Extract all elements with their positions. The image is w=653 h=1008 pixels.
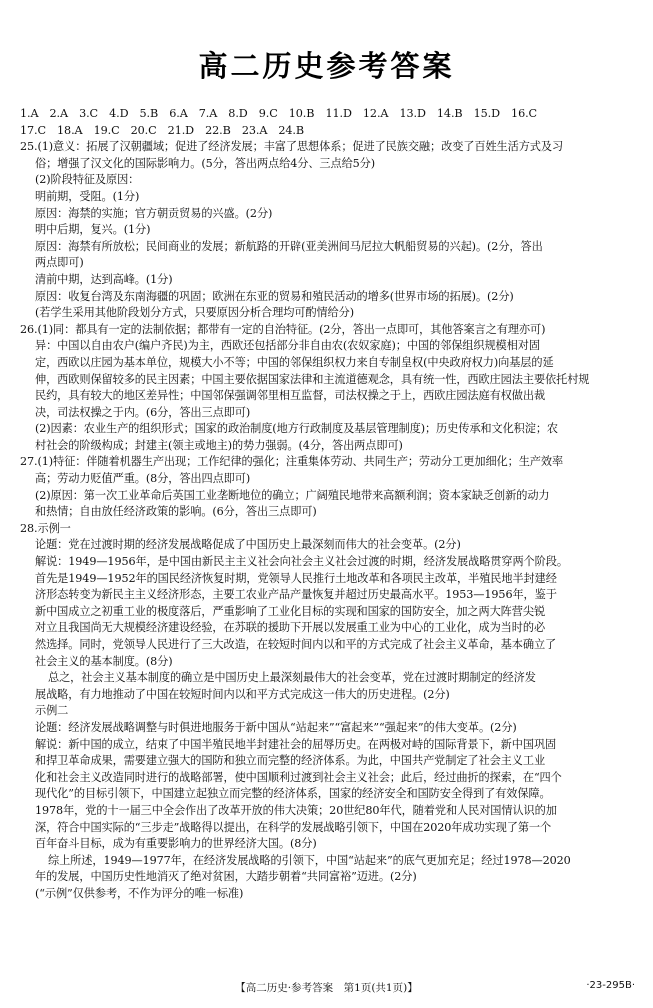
text-line: 然选择。同时，党领导人民进行了三大改造，在较短时间内以和平的方式完成了社会主义革命，基本确立了 bbox=[35, 638, 557, 651]
text-line: 两点即可) bbox=[35, 256, 84, 270]
text-line: 论题：经济发展战略调整与时俱进地服务于新中国从“站起来”“富起来”“强起来”的伟大变革。(2分) bbox=[35, 720, 517, 734]
text-line: (若学生采用其他阶段划分方式，只要原因分析合理均可酌情给分) bbox=[35, 306, 354, 320]
text-line: 深，符合中国实际的“三步走”战略得以提出，在科学的发展战略引领下，中国在2020年成功实现了第一个 bbox=[35, 820, 552, 834]
text-line: 和热情；自由放任经济政策的影响。(6分，答出三点即可) bbox=[35, 505, 317, 519]
text-line: (2)因素：农业生产的组织形式；国家的政治制度(地方行政制度及基层管理制度)；历史传承和文化积淀；农 bbox=[35, 422, 559, 436]
text-line: 年的发展，中国历史性地消灭了绝对贫困，大踏步朝着“共同富裕”迈进。(2分) bbox=[35, 870, 417, 884]
text-line: 总之，社会主义基本制度的确立是中国历史上最深刻最伟大的社会变革，党在过渡时期制定的经济发 bbox=[48, 671, 536, 685]
text-line: 伸，西欧则保留较多的民主因素；中国主要依据国家法律和主流道德观念，具有统一性，西欧庄园法主要依托村规 bbox=[35, 372, 590, 386]
text-line: 25.(1)意义：拓展了汉朝疆域；促进了经济发展；丰富了思想体系；促进了民族交融；改变了百姓生活方式及习 bbox=[20, 140, 564, 154]
text-line: 展战略，有力地推动了中国在较短时间内以和平方式完成这一伟大的历史进程。(2分) bbox=[35, 687, 450, 701]
text-line: 解说：新中国的成立，结束了中国半殖民地半封建社会的屈辱历史。在两极对峙的国际背景下，新中国巩固 bbox=[35, 737, 557, 751]
text-line: 26.(1)同：都具有一定的法制依据；都带有一定的自治特征。(2分，答出一点即可，其他答案言之有理亦可) bbox=[20, 322, 546, 336]
text-line: 民约，具有较大的地区差异性；中国邻保强调邻里相互监督，司法权操之于上，西欧庄园法庭有权做出裁 bbox=[35, 389, 546, 403]
text-line: 17.C 18.A 19.C 20.C 21.D 22.B 23.A 24.B bbox=[20, 123, 304, 137]
footer-doc-code: ·23-295B· bbox=[586, 980, 635, 991]
text-line: 首先是1949—1952年的国民经济恢复时期，党领导人民推行土地改革和各项民主改革，半殖民地半封建经 bbox=[35, 571, 557, 585]
footer-page-info: 【高二历史·参考答案 第1页(共1页)】 bbox=[235, 982, 418, 994]
answer-content bbox=[20, 106, 638, 903]
text-line: 27.(1)特征：伴随着机器生产出现；工作纪律的强化；注重集体劳动、共同生产；劳动分工更加细化；生产效率 bbox=[20, 455, 564, 469]
text-line: 社会主义的基本制度。(8分) bbox=[35, 654, 173, 668]
text-line: 现代化”的目标引领下，中国建立起独立而完整的经济体系，国家的经济安全和国防安全得到了有效保障。 bbox=[35, 787, 551, 801]
text-line: (2)原因：第一次工业革命后英国工业垄断地位的确立；广阔殖民地带来高额利润；资本家缺乏创新的动力 bbox=[35, 488, 550, 502]
text-line: 综上所述，1949—1977年，在经济发展战略的引领下，中国“站起来”的底气更加充足；经过1978—2020 bbox=[48, 853, 571, 867]
text-line: 1.A 2.A 3.C 4.D 5.B 6.A 7.A 8.D 9.C 10.B 11.D 12.A 13.D 14.B 15.D 16.C bbox=[20, 107, 538, 120]
text-line: 新中国成立之初重工业的极度落后，严重影响了工业化目标的实现和国家的国防安全，加之两大阵营尖锐 bbox=[35, 604, 546, 618]
text-line: 论题：党在过渡时期的经济发展战略促成了中国历史上最深刻而伟大的社会变革。(2分) bbox=[35, 538, 461, 552]
text-line: (“示例”仅供参考，不作为评分的唯一标准) bbox=[35, 886, 244, 900]
text-line: 异：中国以自由农户(编户齐民)为主，西欧还包括部分非自由农(农奴家庭)；中国的邻保组织规模相对固 bbox=[35, 339, 540, 353]
text-line: 示例二 bbox=[35, 704, 69, 718]
page-title: 高二历史参考答案 bbox=[198, 49, 455, 83]
text-line: 百年奋斗目标，成为有重要影响力的世界经济大国。(8分) bbox=[35, 837, 317, 851]
text-line: 济形态转变为新民主主义经济形态，主要工农业产品产量恢复并超过历史最高水平。1953—1956年，鉴于 bbox=[35, 588, 557, 602]
text-line: 明中后期，复兴。(1分) bbox=[35, 223, 151, 237]
text-line: 定，西欧以庄园为基本单位，规模大小不等；中国的邻保组织权力来自专制皇权(中央政府权力)向基层的延 bbox=[35, 355, 554, 369]
text-line: 明前期，受阻。(1分) bbox=[35, 189, 140, 203]
text-line: 28.示例一 bbox=[20, 521, 71, 535]
text-line: 决，司法权操之于内。(6分，答出三点即可) bbox=[35, 405, 251, 419]
text-line: 清前中期，达到高峰。(1分) bbox=[35, 272, 173, 286]
text-line: 原因：海禁有所放松；民间商业的发展；新航路的开辟(亚美洲间马尼拉大帆船贸易的兴起)。(2分，答出 bbox=[35, 239, 543, 253]
text-line: 解说：1949—1956年，是中国由新民主主义社会向社会主义社会过渡的时期，经济发展战略贯穿两个阶段。 bbox=[35, 555, 568, 569]
text-line: 化和社会主义改造同时进行的战略部署，使中国顺利过渡到社会主义社会；此后，经过曲折的探索，在“四个 bbox=[35, 770, 562, 784]
text-line: 和捍卫革命成果，需要建立强大的国防和独立而完整的经济体系。为此，中国共产党制定了社会主义工业 bbox=[35, 754, 546, 768]
text-line: 高；劳动力贬值严重。(8分，答出四点即可) bbox=[35, 472, 251, 486]
text-line: 原因：海禁的实施；官方朝贡贸易的兴盛。(2分) bbox=[35, 206, 273, 220]
text-line: 俗；增强了汉文化的国际影响力。(5分，答出两点给4分、三点给5分) bbox=[35, 156, 376, 170]
text-line: 对立且我国尚无大规模经济建设经验，在苏联的援助下开展以发展重工业为中心的工业化，成为当时的必 bbox=[35, 621, 546, 635]
text-line: 原因：收复台湾及东南海疆的巩固；欧洲在东亚的贸易和殖民活动的增多(世界市场的拓展)。(2分) bbox=[35, 289, 514, 303]
text-line: 村社会的阶级构成；封建主(领主或地主)的势力强弱。(4分，答出两点即可) bbox=[35, 438, 403, 452]
text-line: (2)阶段特征及原因： bbox=[35, 173, 140, 187]
text-line: 1978年，党的十一届三中全会作出了改革开放的伟大决策；20世纪80年代，随着党和人民对国情认识的加 bbox=[35, 803, 557, 817]
